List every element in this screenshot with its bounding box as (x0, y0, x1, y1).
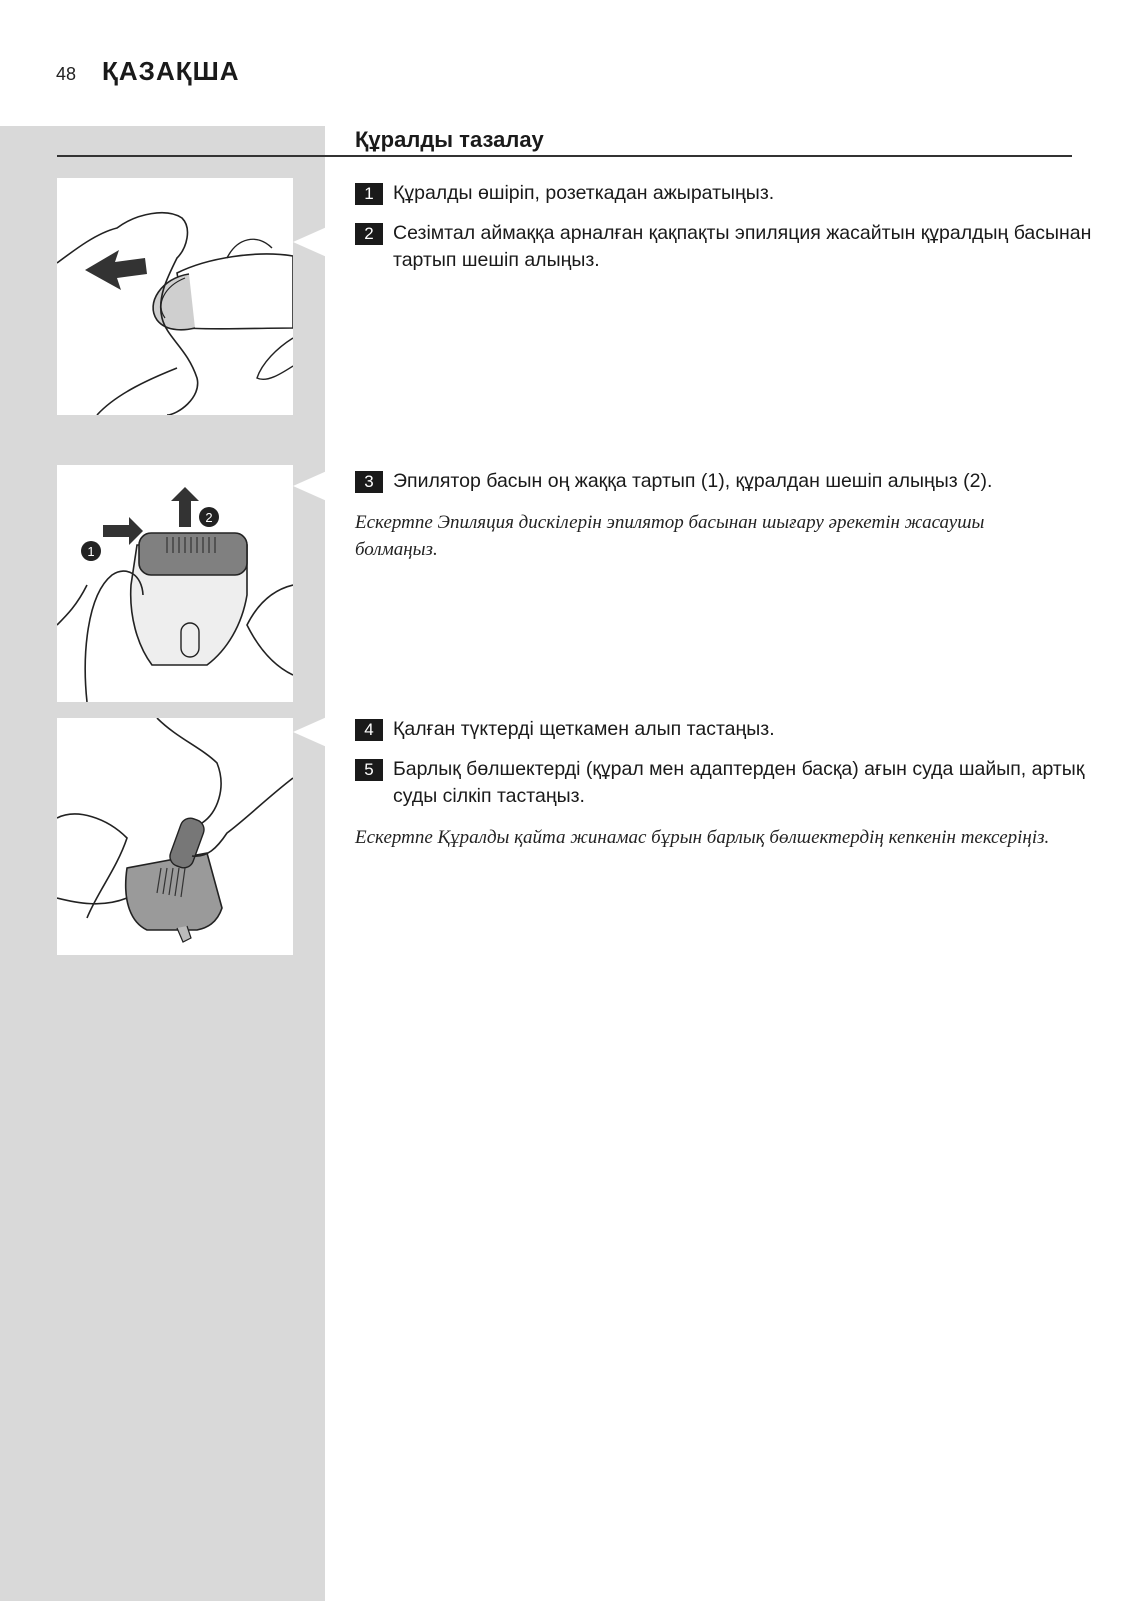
figure-pointer-1 (293, 226, 329, 258)
step-number: 4 (355, 719, 383, 741)
step-text: Құралды өшіріп, розеткадан ажыратыңыз. (393, 182, 775, 204)
step-number: 5 (355, 759, 383, 781)
figure-brush-cleaning (57, 718, 293, 955)
step-text: Эпилятор басын оң жаққа тартып (1), құралдан шешіп алыңыз (2). (393, 470, 993, 492)
figure-remove-cap (57, 178, 293, 415)
note-1: Ескертпе Эпиляция дискілерін эпилятор басынан шығару әрекетін жасаушы болмаңыз. (355, 512, 985, 560)
figure-remove-head (57, 465, 293, 702)
marker-2: 2 (205, 510, 213, 525)
step-text: Қалған түктерді щеткамен алып тастаңыз. (393, 718, 775, 740)
step-text: Сезімтал аймаққа арналған қақпақты эпиляция жасайтын құралдың басынан тартып шешіп алыңыз. (393, 222, 1092, 271)
step-number: 3 (355, 471, 383, 493)
step-2 (355, 220, 1113, 274)
figure-pointer-3 (293, 716, 329, 748)
step-text: Барлық бөлшектерді (құрал мен адаптерден басқа) ағын суда шайып, артық суды сілкіп тастаңыз. (393, 758, 1085, 807)
section-title: Құралды тазалау (355, 127, 544, 152)
note-2: Ескертпе Құралды қайта жинамас бұрын барлық бөлшектердің кепкенін тексеріңіз. (355, 827, 1050, 848)
step-3 (355, 468, 1113, 495)
page-header (56, 56, 240, 87)
section-rule (57, 155, 1072, 157)
step-number: 1 (355, 183, 383, 205)
step-number: 2 (355, 223, 383, 245)
page-number: 48 (56, 64, 77, 84)
language-title: ҚАЗАҚША (102, 56, 240, 86)
marker-1: 1 (87, 544, 95, 559)
step-1 (355, 180, 1113, 207)
figure-pointer-2 (293, 470, 329, 502)
step-4 (355, 716, 1113, 743)
step-5 (355, 756, 1113, 810)
